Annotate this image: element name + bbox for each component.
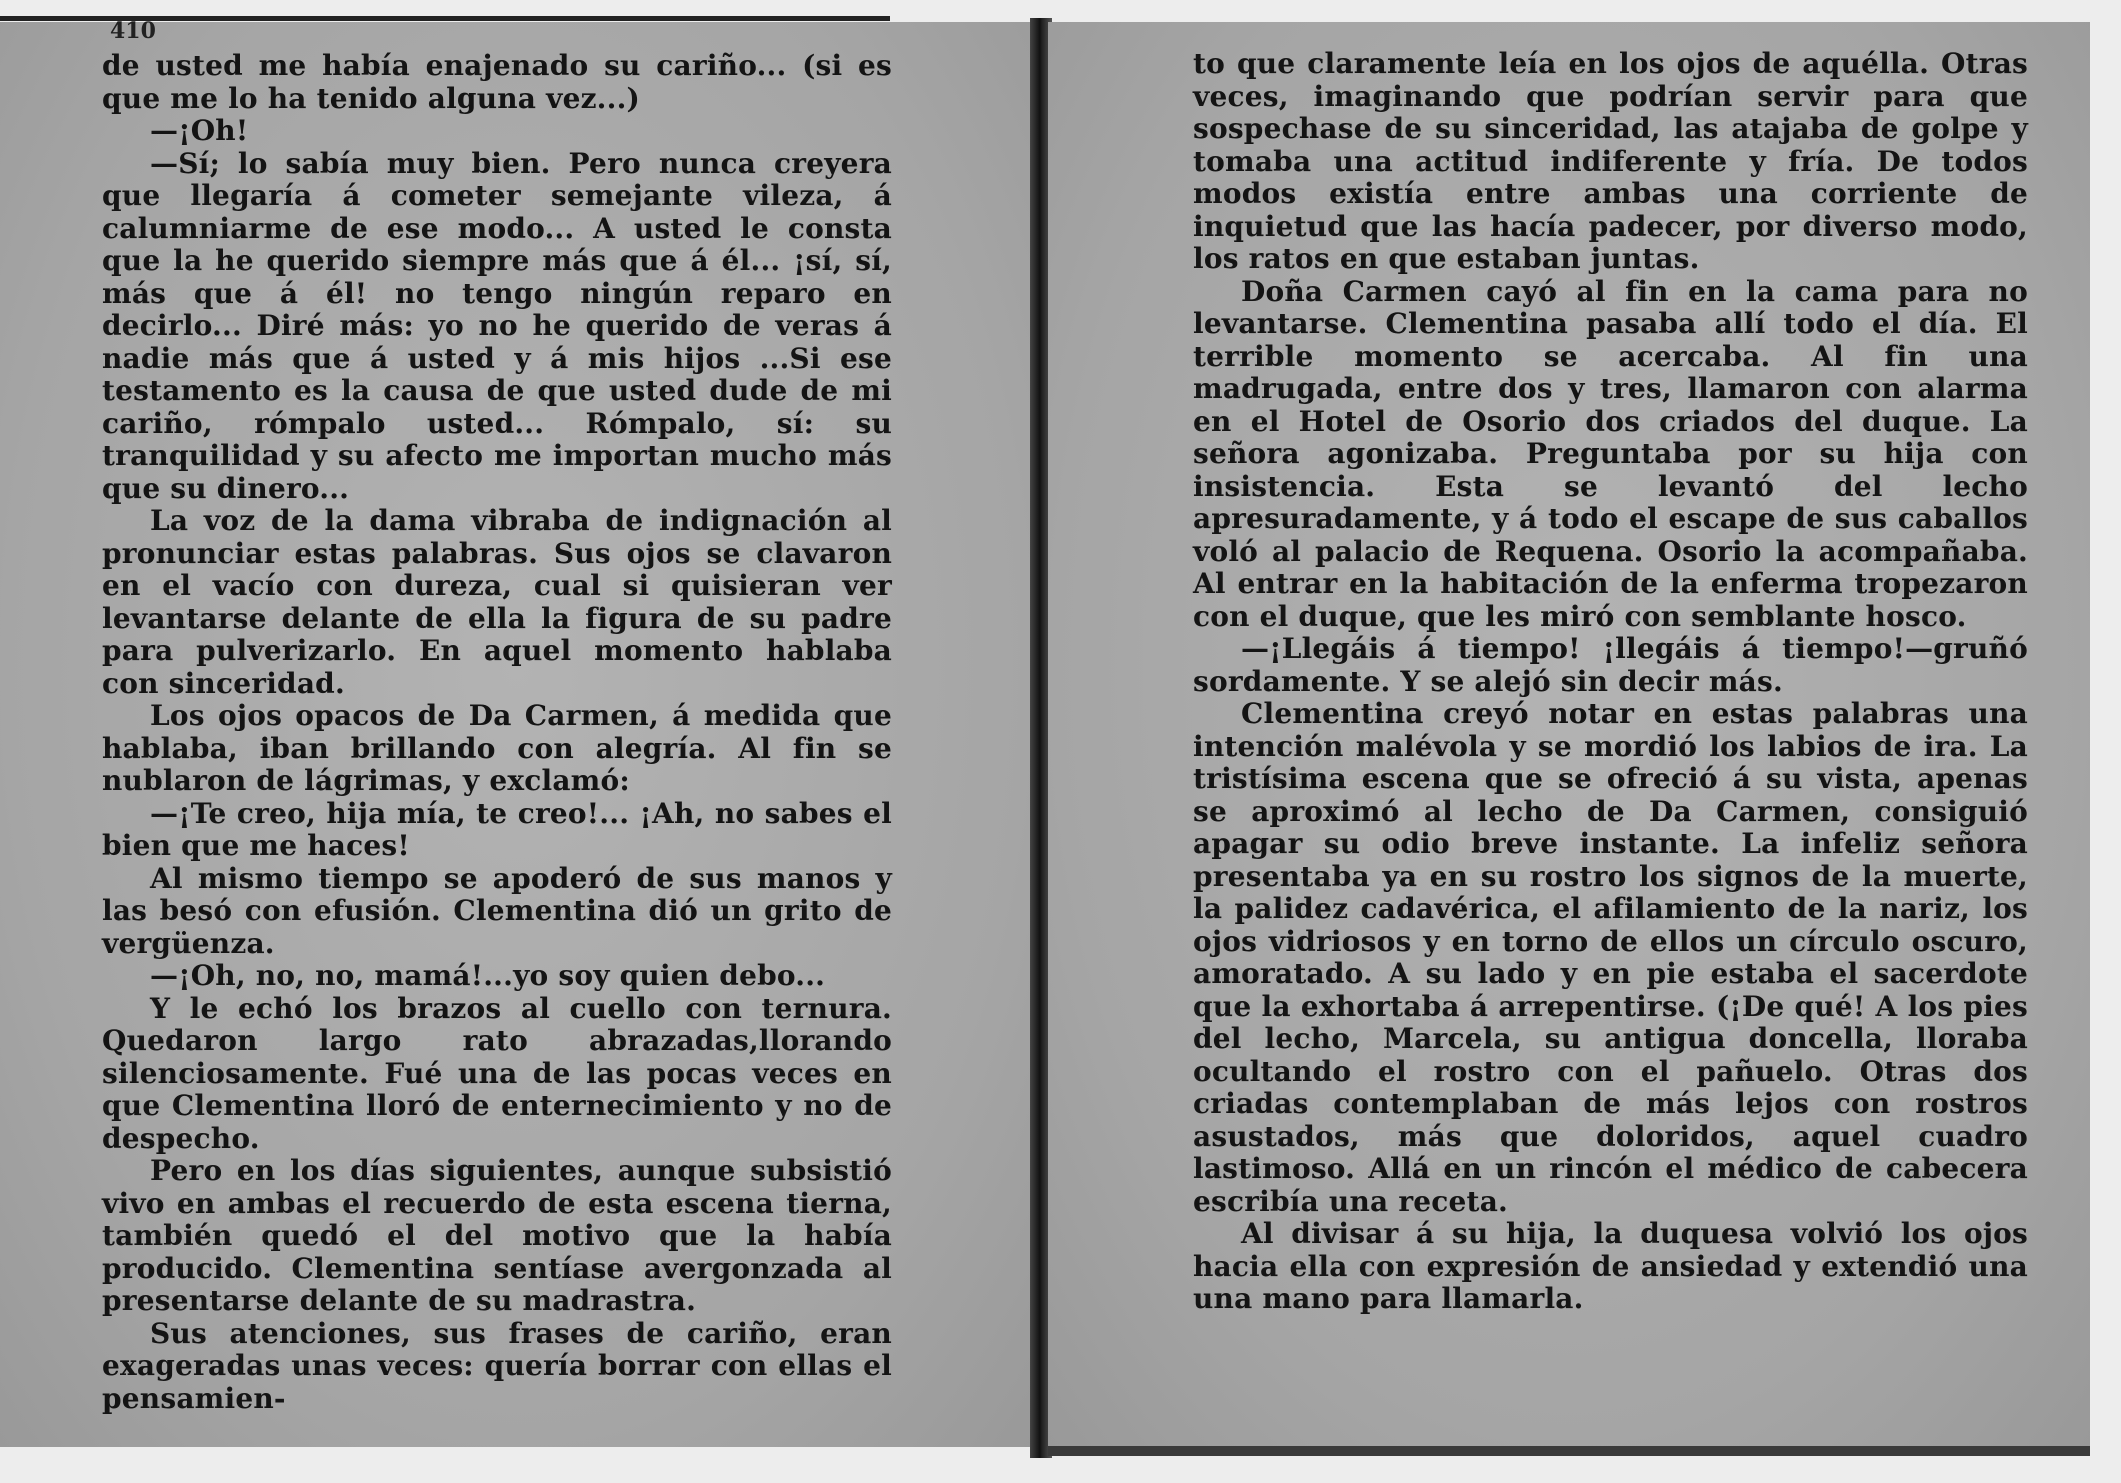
paragraph: —Sí; lo sabía muy bien. Pero nunca creyera que llegaría á cometer semejante vileza, á calumniarme de ese modo... A usted le consta que la he querido siempre más que á él... ¡sí, sí, más que á él! no tengo ningún reparo en decirlo... Diré más: yo no he querido de veras á nadie más que á usted y á mis hijos ...Si ese testamento es la causa de que usted dude de mi cariño, rómpalo usted... Rómpalo, sí: su tranquilidad y su afecto me importan mucho más que su dinero... [102,146,892,505]
paragraph: Y le echó los brazos al cuello con ternura. Quedaron largo rato abrazadas,llorando silenciosamente. Fué una de las pocas veces en que Clementina lloró de enternecimiento y no de despecho. [102,991,892,1155]
paragraph: —¡Llegáis á tiempo! ¡llegáis á tiempo!—gruñó sordamente. Y se alejó sin decir más. [1193,632,2028,698]
paragraph: —¡Oh! [150,114,249,147]
page-edge-shadow [1048,1446,2090,1456]
left-page-text [102,50,892,1415]
right-page [1048,22,2090,1447]
paragraph: Pero en los días siguientes, aunque subsistió vivo en ambas el recuerdo de esta escena tierna, también quedó el del motivo que la había producido. Clementina sentíase avergonzada al presentarse delante de su madrastra. [102,1154,892,1317]
paragraph: Sus atenciones, sus frases de cariño, eran exageradas unas veces: quería borrar con ellas el pensamien- [102,1316,892,1415]
paragraph: Clementina creyó notar en estas palabras una intención malévola y se mordió los labios de ira. La tristísima escena que se ofreció á su vista, apenas se aproximó al lecho de Da Carmen, consiguió apagar su odio breve instante. La infeliz señora presentaba ya en su rostro los signos de la muerte, la palidez cadavérica, el afilamiento de la nariz, los ojos vidriosos y en torno de ellos un círculo oscuro, amoratado. A su lado y en pie estaba el sacerdote que la exhortaba á arrepentirse. (¡De qué! A los pies del lecho, Marcela, su antigua doncella, lloraba ocultando el rostro con el pañuelo. Otras dos criadas contemplaban de más lejos con rostros asustados, más que doloridos, aquel cuadro lastimoso. Allá en un rincón el médico de cabecera escribía una receta. [1193,697,2028,1218]
paragraph: Doña Carmen cayó al fin en la cama para no levantarse. Clementina pasaba allí todo el día. El terrible momento se acercaba. Al fin una madrugada, entre dos y tres, llamaron con alarma en el Hotel de Osorio dos criados del duque. La señora agonizaba. Preguntaba por su hija con insistencia. Esta se levantó del lecho apresuradamente, y á todo el escape de sus caballos voló al palacio de Requena. Osorio la acompañaba. Al entrar en la habitación de la enferma tropezaron con el duque, que les miró con semblante hosco. [1193,274,2028,633]
paragraph: Al divisar á su hija, la duquesa volvió los ojos hacia ella con expresión de ansiedad y extendió una una mano para llamarla. [1193,1217,2028,1315]
paragraph: —¡Te creo, hija mía, te creo!... ¡Ah, no sabes el bien que me haces! [102,796,892,862]
paragraph: Al mismo tiempo se apoderó de sus manos y las besó con efusión. Clementina dió un grito de vergüenza. [102,861,892,960]
left-page [0,18,1034,1447]
paragraph: de usted me había enajenado su cariño... (si es que me lo ha tenido alguna vez...) [102,49,892,115]
paragraph: to que claramente leía en los ojos de aquélla. Otras veces, imaginando que podrían servir para que sospechase de su sinceridad, las atajaba de golpe y tomaba una actitud indiferente y fría. De todos modos existía entre ambas una corriente de inquietud que las hacía padecer, por diverso modo, los ratos en que estaban juntas. [1193,47,2028,275]
paragraph: Los ojos opacos de Da Carmen, á medida que hablaba, iban brillando con alegría. Al fin se nublaron de lágrimas, y exclamó: [102,699,892,797]
paragraph: La voz de la dama vibraba de indignación al pronunciar estas palabras. Sus ojos se clavaron en el vacío con dureza, cual si quisieran ver levantarse delante de ella la figura de su padre para pulverizarlo. En aquel momento hablaba con sinceridad. [102,504,892,700]
paragraph: —¡Oh, no, no, mamá!...yo soy quien debo... [150,959,826,992]
right-page-text [1193,48,2028,1316]
page-number: 410 [110,18,156,44]
